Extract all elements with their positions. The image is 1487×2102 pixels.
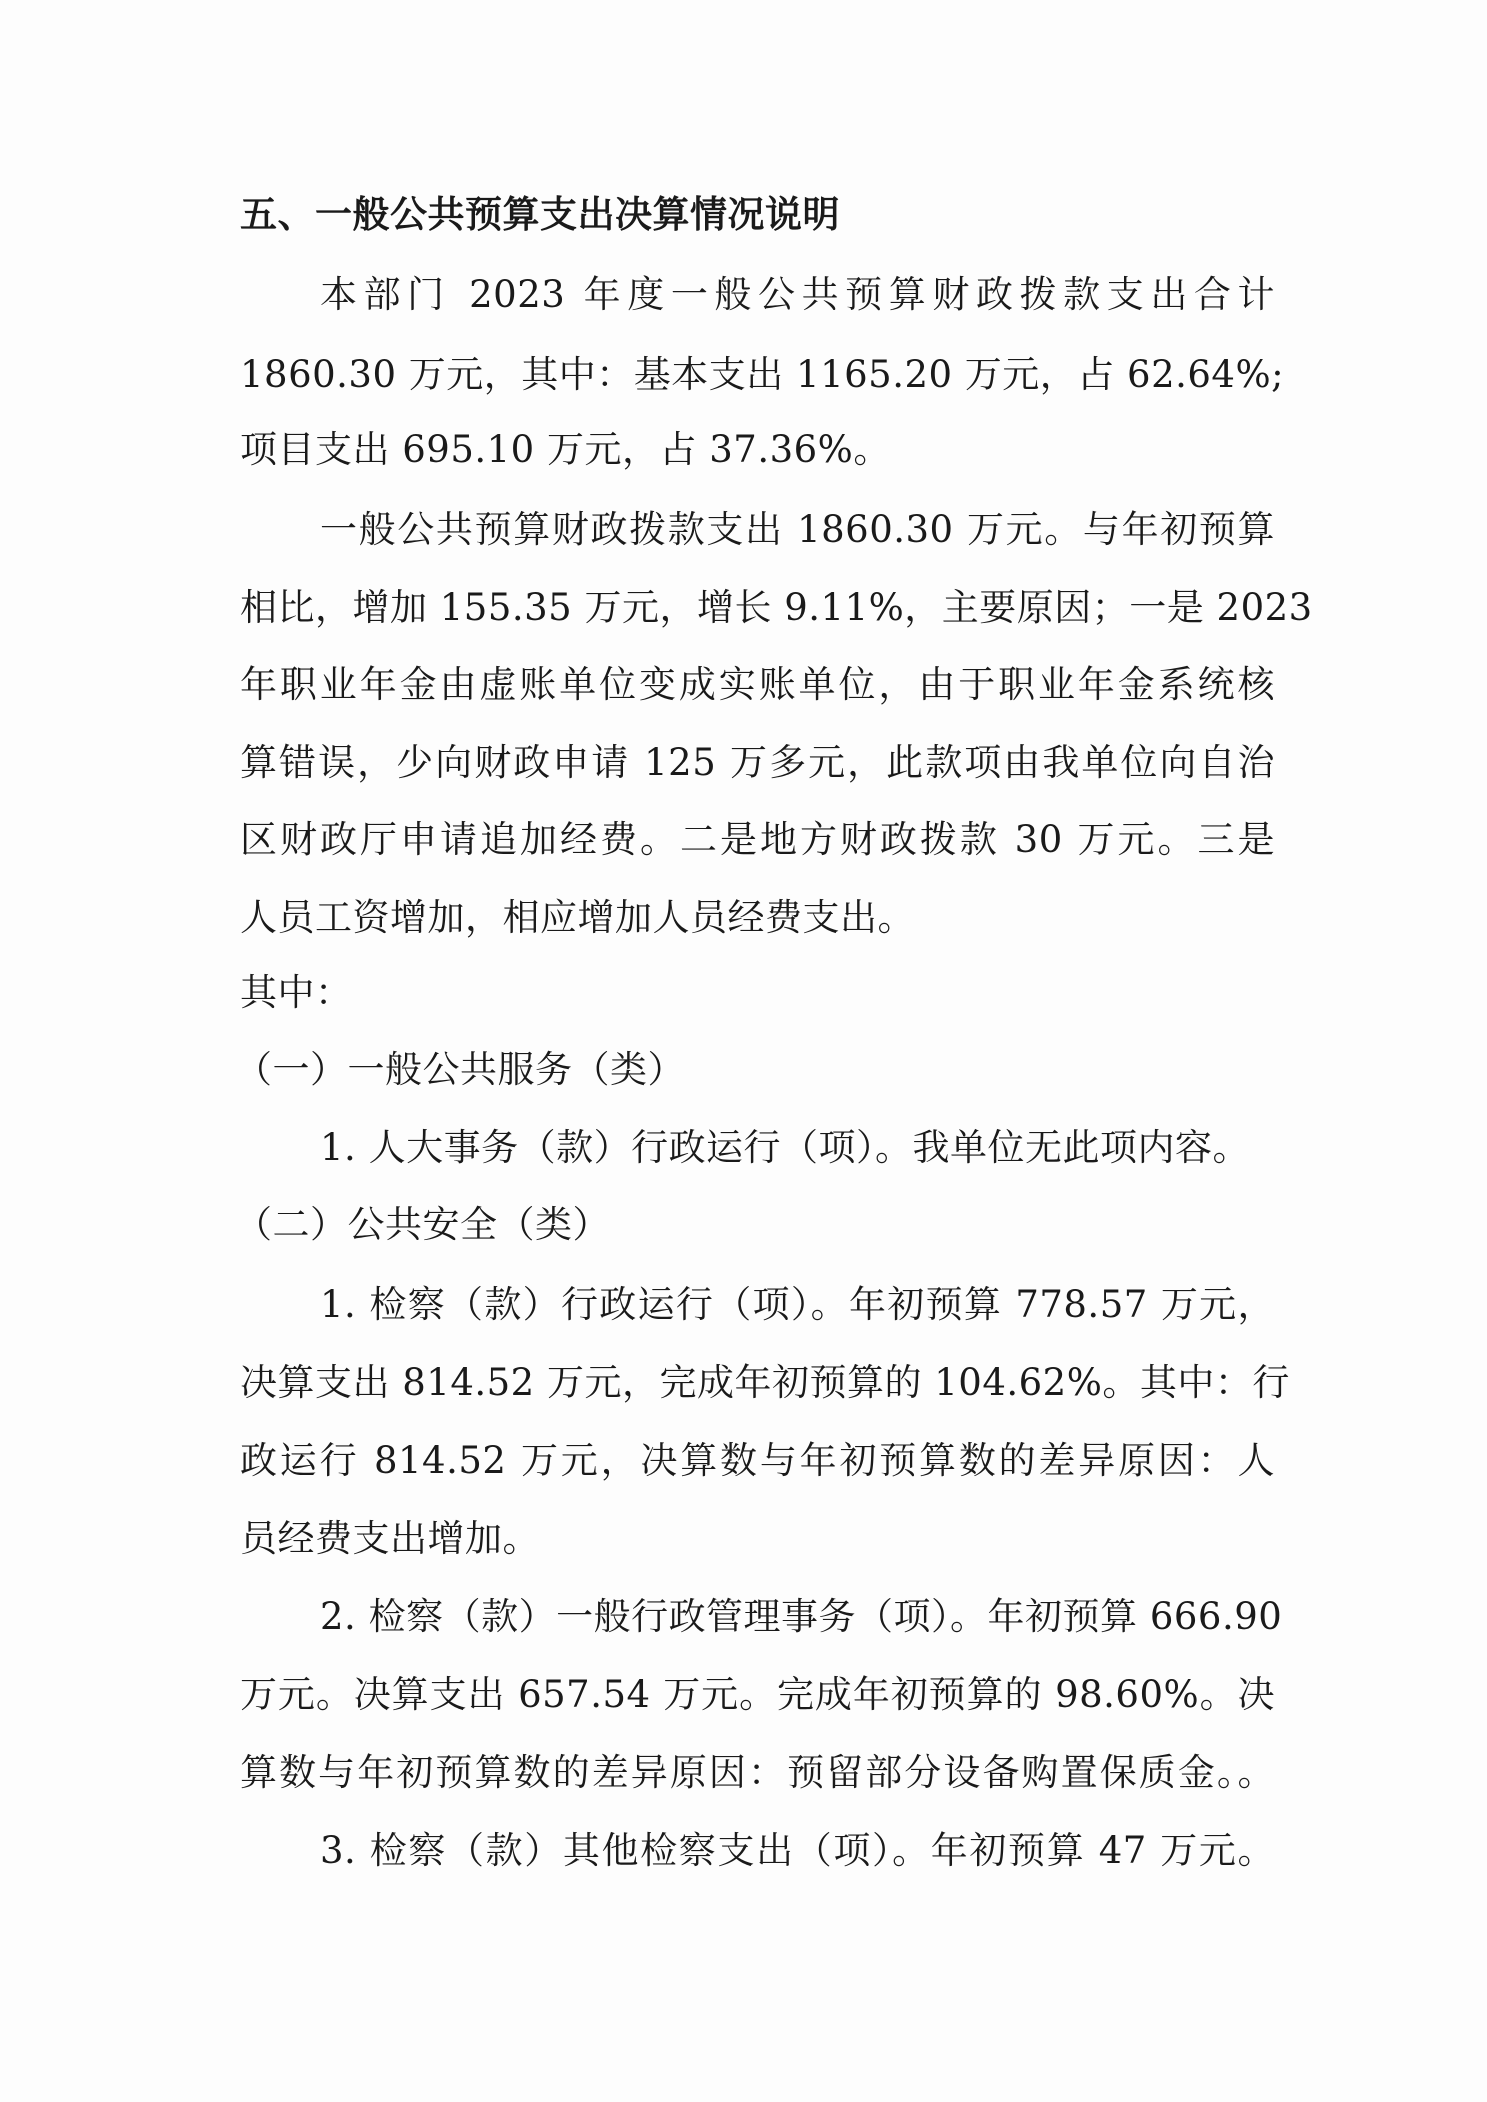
- paragraph-line: 2. 检察（款）一般行政管理事务（项）。年初预算 666.90: [320, 1595, 1283, 1638]
- paragraph-line: 年职业年金由虚账单位变成实账单位，由于职业年金系统核: [240, 663, 1275, 706]
- paragraph-line: 算错误，少向财政申请 125 万多元，此款项由我单位向自治: [240, 741, 1275, 784]
- paragraph-line: 员经费支出增加。: [240, 1517, 540, 1560]
- paragraph-line: 3. 检察（款）其他检察支出（项）。年初预算 47 万元。: [320, 1829, 1275, 1872]
- paragraph-line: 1. 检察（款）行政运行（项）。年初预算 778.57 万元，: [320, 1283, 1275, 1326]
- paragraph-line: 本部门 2023 年度一般公共预算财政拨款支出合计: [320, 273, 1275, 316]
- paragraph-line: 决算支出 814.52 万元，完成年初预算的 104.62%。其中：行: [240, 1361, 1290, 1404]
- paragraph-line: 一般公共预算财政拨款支出 1860.30 万元。与年初预算: [320, 508, 1275, 551]
- paragraph-line: 政运行 814.52 万元，决算数与年初预算数的差异原因：人: [240, 1439, 1275, 1482]
- paragraph-line: 人员工资增加，相应增加人员经费支出。: [240, 896, 915, 939]
- paragraph-line: 其中：: [240, 971, 353, 1014]
- paragraph-line: 算数与年初预算数的差异原因：预留部分设备购置保质金。。: [240, 1751, 1275, 1794]
- paragraph-line: 1860.30 万元，其中：基本支出 1165.20 万元，占 62.64%;: [240, 353, 1285, 396]
- paragraph-line: 1. 人大事务（款）行政运行（项）。我单位无此项内容。: [320, 1126, 1251, 1169]
- subsection-heading: （二）公共安全（类）: [235, 1203, 610, 1246]
- paragraph-line: 相比，增加 155.35 万元，增长 9.11%，主要原因；一是 2023: [240, 586, 1313, 629]
- section-heading: 五、一般公共预算支出决算情况说明: [240, 193, 840, 236]
- subsection-heading: （一）一般公共服务（类）: [235, 1048, 685, 1091]
- paragraph-line: 区财政厅申请追加经费。二是地方财政拨款 30 万元。三是: [240, 818, 1275, 861]
- paragraph-line: 项目支出 695.10 万元，占 37.36%。: [240, 428, 891, 471]
- paragraph-line: 万元。决算支出 657.54 万元。完成年初预算的 98.60%。决: [240, 1673, 1275, 1716]
